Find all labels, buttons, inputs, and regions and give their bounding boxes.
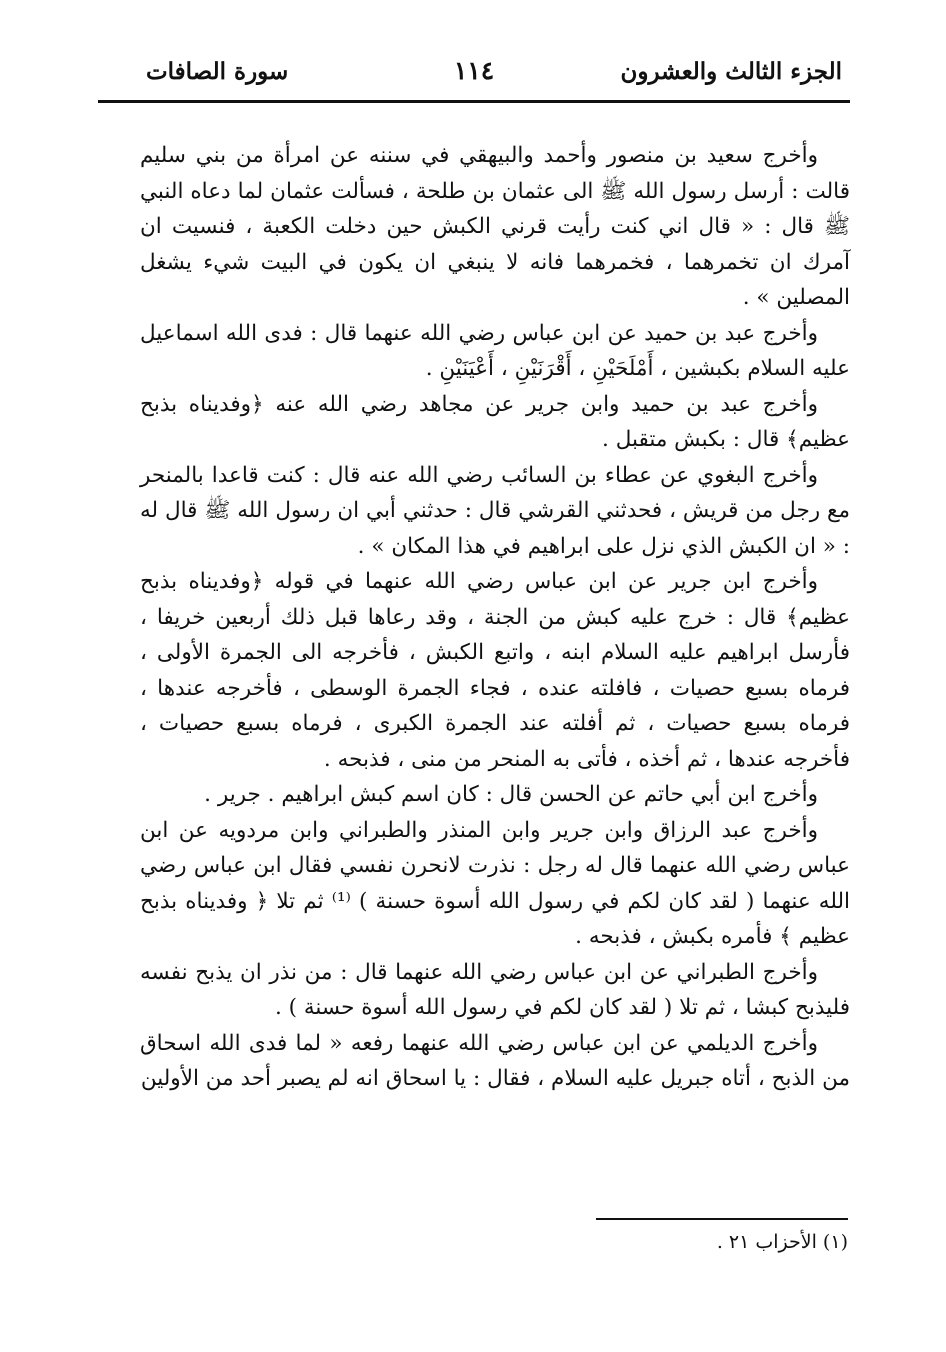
paragraph: وأخرج عبد بن حميد وابن جرير عن مجاهد رضي الله عنه ﴿وفديناه بذبح عظيم﴾ قال : بكبش متقبل . (140, 391, 850, 452)
body-text (140, 138, 850, 1097)
paragraph: وأخرج عبد الرزاق وابن جرير وابن المنذر والطبراني وابن مردويه عن ابن عباس رضي الله عنهما قال له رجل : نذرت لانحرن نفسي فقال ابن عباس رضي الله عنهما ( لقد كان لكم في رسول الله أسوة حسنة ) ⁽¹⁾ ثم تلا ﴿ وفديناه بذبح عظيم ﴾ فأمره بكبش ، فذبحه . (140, 817, 850, 949)
paragraph: وأخرج الديلمي عن ابن عباس رضي الله عنهما رفعه « لما فدى الله اسحاق من الذبح ، أتاه جبريل عليه السلام ، فقال : يا اسحاق انه لم يصبر أحد من الأولين (140, 1030, 850, 1091)
page-number: ١١٤ (453, 56, 495, 85)
header-rule (98, 100, 850, 103)
paragraph: وأخرج ابن أبي حاتم عن الحسن قال : كان اسم كبش ابراهيم . جرير . (204, 782, 818, 807)
paragraph: وأخرج عبد بن حميد عن ابن عباس رضي الله عنهما قال : فدى الله اسماعيل عليه السلام بكبشين ، أَمْلَحَيْنِ ، أَقْرَنَيْنِ ، أَعْيَنَيْنِ . (140, 320, 850, 381)
surah-title: سورة الصافات (146, 58, 289, 85)
paragraph: وأخرج البغوي عن عطاء بن السائب رضي الله عنه قال : كنت قاعدا بالمنحر مع رجل من قريش ، فحدثني القرشي قال : حدثني أبي ان رسول الله ﷺ قال له : « ان الكبش الذي نزل على ابراهيم في هذا المكان » . (140, 462, 850, 559)
paragraph: وأخرج ابن جرير عن ابن عباس رضي الله عنهما في قوله ﴿وفديناه بذبح عظيم﴾ قال : خرج عليه كبش من الجنة ، وقد رعاها قبل ذلك أربعين خريفا ، فأرسل ابراهيم عليه السلام ابنه ، واتبع الكبش ، فأخرجه الى الجمرة الأولى ، فرماه بسبع حصيات ، فافلته عنده ، فجاء الجمرة الوسطى ، فأخرجه عندها ، فرماه بسبع حصيات ، ثم أفلته عند الجمرة الكبرى ، فرماه بسبع حصيات ، فأخرجه عندها ، ثم أخذه ، فأتى به المنحر من منى ، فذبحه . (140, 569, 850, 772)
paragraph: وأخرج الطبراني عن ابن عباس رضي الله عنهما قال : من نذر ان يذبح نفسه فليذبح كبشا ، ثم تلا ( لقد كان لكم في رسول الله أسوة حسنة ) . (140, 959, 850, 1020)
page-header (98, 50, 850, 100)
juz-title: الجزء الثالث والعشرون (620, 58, 842, 85)
paragraph: وأخرج سعيد بن منصور وأحمد والبيهقي في سننه عن امرأة من بني سليم قالت : أرسل رسول الله ﷺ الى عثمان بن طلحة ، فسألت عثمان لما دعاه النبي ﷺ قال : « قال اني كنت رأيت قرني الكبش حين دخلت الكعبة ، فنسيت ان آمرك ان تخمرهما ، فخمرهما فانه لا ينبغي ان يكون في البيت شيء يشغل المصلين » . (140, 143, 850, 310)
footnote-rule (596, 1218, 848, 1220)
footnote: (١) الأحزاب ٢١ . (716, 1231, 848, 1253)
